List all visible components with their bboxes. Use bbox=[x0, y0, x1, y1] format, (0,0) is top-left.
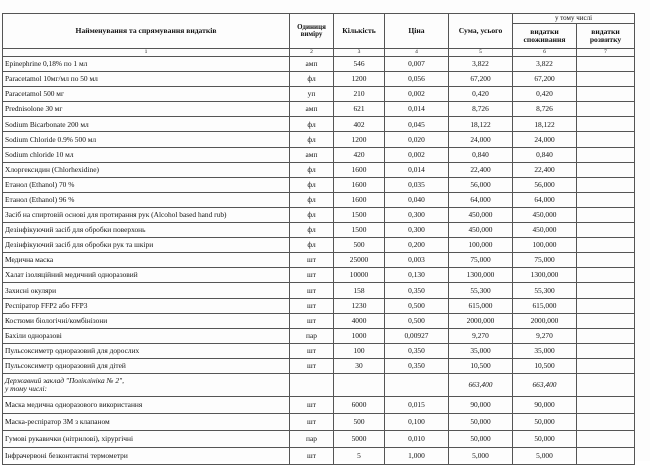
row-development bbox=[577, 238, 635, 253]
table-row bbox=[3, 162, 635, 177]
row-consumption: 67,200 bbox=[513, 72, 577, 87]
header-name: Найменування та спрямування видатків bbox=[3, 14, 290, 49]
row-unit: шт bbox=[290, 358, 334, 373]
row-price: 0,045 bbox=[385, 117, 449, 132]
row-development bbox=[577, 177, 635, 192]
row-price: 0,300 bbox=[385, 207, 449, 222]
col-num: 6 bbox=[513, 49, 577, 57]
table-row bbox=[3, 207, 635, 222]
col-num: 2 bbox=[290, 49, 334, 57]
row-development bbox=[577, 223, 635, 238]
row-price: 0,500 bbox=[385, 313, 449, 328]
col-num: 3 bbox=[334, 49, 385, 57]
row-qty: 1500 bbox=[334, 207, 385, 222]
row-unit: уп bbox=[290, 87, 334, 102]
row-sum: 615,000 bbox=[449, 298, 513, 313]
row-unit: фл bbox=[290, 132, 334, 147]
row-consumption: 75,000 bbox=[513, 253, 577, 268]
row-qty: 25000 bbox=[334, 253, 385, 268]
row-consumption: 56,000 bbox=[513, 177, 577, 192]
table-row bbox=[3, 268, 635, 283]
row-qty: 621 bbox=[334, 102, 385, 117]
row-qty: 500 bbox=[334, 238, 385, 253]
row-price: 0,350 bbox=[385, 343, 449, 358]
header-unit: Одиниця виміру bbox=[290, 14, 334, 49]
row-consumption: 1300,000 bbox=[513, 268, 577, 283]
row-sum: 55,300 bbox=[449, 283, 513, 298]
row-development bbox=[577, 253, 635, 268]
row-qty: 420 bbox=[334, 147, 385, 162]
row-name: Медична маска bbox=[3, 253, 290, 268]
row-consumption: 0,420 bbox=[513, 87, 577, 102]
row-qty: 1230 bbox=[334, 298, 385, 313]
row-sum: 1300,000 bbox=[449, 268, 513, 283]
row-price: 0,020 bbox=[385, 132, 449, 147]
row-name: Інфрачервоні безконтактні термометри bbox=[3, 447, 290, 464]
row-consumption: 615,000 bbox=[513, 298, 577, 313]
row-price: 0,350 bbox=[385, 283, 449, 298]
table-row bbox=[3, 298, 635, 313]
row-name: Prednisolone 30 мг bbox=[3, 102, 290, 117]
row-name: Халат ізоляційний медичний одноразовий bbox=[3, 268, 290, 283]
row-sum: 35,000 bbox=[449, 343, 513, 358]
row-consumption: 18,122 bbox=[513, 117, 577, 132]
row-consumption: 24,000 bbox=[513, 132, 577, 147]
row-development bbox=[577, 328, 635, 343]
row-name: Paracetamol 10мг/мл по 50 мл bbox=[3, 72, 290, 87]
row-development bbox=[577, 117, 635, 132]
row-development bbox=[577, 298, 635, 313]
row-name: Пульсоксиметр одноразовий для дорослих bbox=[3, 343, 290, 358]
row-name: Гумові рукавички (нітрилові), хірургічні bbox=[3, 430, 290, 447]
row-development bbox=[577, 447, 635, 464]
row-price: 0,200 bbox=[385, 238, 449, 253]
table-row bbox=[3, 87, 635, 102]
row-price: 0,035 bbox=[385, 177, 449, 192]
row-sum: 9,270 bbox=[449, 328, 513, 343]
row-development bbox=[577, 132, 635, 147]
row-qty: 402 bbox=[334, 117, 385, 132]
row-unit: фл bbox=[290, 207, 334, 222]
row-unit: фл bbox=[290, 162, 334, 177]
row-qty: 4000 bbox=[334, 313, 385, 328]
row-sum: 50,000 bbox=[449, 430, 513, 447]
row-development bbox=[577, 343, 635, 358]
row-unit: шт bbox=[290, 396, 334, 413]
table-row bbox=[3, 396, 635, 413]
row-name: Хлоргексидин (Chlorhexidine) bbox=[3, 162, 290, 177]
row-unit: шт bbox=[290, 447, 334, 464]
row-name: Sodium Bicarbonate 200 мл bbox=[3, 117, 290, 132]
row-name: Захисні окуляри bbox=[3, 283, 290, 298]
row-unit: амп bbox=[290, 147, 334, 162]
table-row bbox=[3, 313, 635, 328]
row-qty: 500 bbox=[334, 413, 385, 430]
row-qty: 1600 bbox=[334, 177, 385, 192]
row-unit: шт bbox=[290, 283, 334, 298]
row-consumption: 9,270 bbox=[513, 328, 577, 343]
row-qty: 30 bbox=[334, 358, 385, 373]
row-name: Бахіли одноразові bbox=[3, 328, 290, 343]
row-development bbox=[577, 430, 635, 447]
row-unit: фл bbox=[290, 72, 334, 87]
budget-table bbox=[2, 13, 635, 465]
row-unit: фл bbox=[290, 177, 334, 192]
row-qty: 546 bbox=[334, 57, 385, 72]
row-qty: 210 bbox=[334, 87, 385, 102]
row-consumption: 35,000 bbox=[513, 343, 577, 358]
row-unit: амп bbox=[290, 102, 334, 117]
row-sum: 3,822 bbox=[449, 57, 513, 72]
row-development bbox=[577, 102, 635, 117]
row-unit: фл bbox=[290, 223, 334, 238]
table-row bbox=[3, 283, 635, 298]
row-name: Sodium chloride 10 мл bbox=[3, 147, 290, 162]
row-qty: 1200 bbox=[334, 72, 385, 87]
row-development bbox=[577, 313, 635, 328]
row-sum: 0,840 bbox=[449, 147, 513, 162]
row-name: Paracetamol 500 мг bbox=[3, 87, 290, 102]
row-price: 0,100 bbox=[385, 413, 449, 430]
row-price: 0,056 bbox=[385, 72, 449, 87]
row-name: Етанол (Ethanol) 70 % bbox=[3, 177, 290, 192]
row-development bbox=[577, 57, 635, 72]
row-name: Дезінфікуючий засіб для обробки рук та шкіри bbox=[3, 238, 290, 253]
table-row bbox=[3, 102, 635, 117]
row-development bbox=[577, 162, 635, 177]
row-name: Респіратор FFP2 або FFP3 bbox=[3, 298, 290, 313]
row-consumption: 50,000 bbox=[513, 413, 577, 430]
row-development bbox=[577, 72, 635, 87]
row-price: 0,130 bbox=[385, 268, 449, 283]
row-development bbox=[577, 147, 635, 162]
table-row bbox=[3, 238, 635, 253]
row-unit: шт bbox=[290, 413, 334, 430]
row-consumption: 2000,000 bbox=[513, 313, 577, 328]
row-sum: 18,122 bbox=[449, 117, 513, 132]
row-qty: 1000 bbox=[334, 328, 385, 343]
row-price: 0,003 bbox=[385, 253, 449, 268]
table-row bbox=[3, 413, 635, 430]
subsection-items-body bbox=[3, 396, 635, 464]
table-row bbox=[3, 147, 635, 162]
row-price: 0,300 bbox=[385, 223, 449, 238]
row-price: 0,002 bbox=[385, 147, 449, 162]
items-body bbox=[3, 57, 635, 374]
row-sum: 50,000 bbox=[449, 413, 513, 430]
row-price: 0,014 bbox=[385, 102, 449, 117]
row-development bbox=[577, 192, 635, 207]
table-row bbox=[3, 253, 635, 268]
row-development bbox=[577, 87, 635, 102]
row-consumption: 8,726 bbox=[513, 102, 577, 117]
row-name: Костюми біологічні/комбінізони bbox=[3, 313, 290, 328]
row-consumption: 50,000 bbox=[513, 430, 577, 447]
row-unit: шт bbox=[290, 313, 334, 328]
row-name: Маска-респіратор 3М з клапаном bbox=[3, 413, 290, 430]
row-sum: 56,000 bbox=[449, 177, 513, 192]
row-sum: 100,000 bbox=[449, 238, 513, 253]
table-row bbox=[3, 358, 635, 373]
table-row bbox=[3, 57, 635, 72]
row-qty: 1600 bbox=[334, 162, 385, 177]
header-incl: у тому числі bbox=[513, 14, 635, 24]
header-consumption: видатки споживання bbox=[513, 24, 577, 49]
row-sum: 67,200 bbox=[449, 72, 513, 87]
row-consumption: 55,300 bbox=[513, 283, 577, 298]
row-consumption: 64,000 bbox=[513, 192, 577, 207]
row-name: Маска медична одноразового використання bbox=[3, 396, 290, 413]
row-consumption: 90,000 bbox=[513, 396, 577, 413]
row-sum: 24,000 bbox=[449, 132, 513, 147]
row-unit: шт bbox=[290, 343, 334, 358]
row-consumption: 663,400 bbox=[513, 373, 577, 396]
table-row bbox=[3, 447, 635, 464]
row-consumption: 450,000 bbox=[513, 207, 577, 222]
row-consumption: 450,000 bbox=[513, 223, 577, 238]
row-price: 0,010 bbox=[385, 430, 449, 447]
row-consumption: 10,500 bbox=[513, 358, 577, 373]
row-sum: 75,000 bbox=[449, 253, 513, 268]
table-row bbox=[3, 328, 635, 343]
row-name: Пульсоксиметр одноразовий для дітей bbox=[3, 358, 290, 373]
row-name: Epinephrine 0,18% по 1 мл bbox=[3, 57, 290, 72]
row-consumption: 0,840 bbox=[513, 147, 577, 162]
row-consumption: 22,400 bbox=[513, 162, 577, 177]
row-unit: шт bbox=[290, 253, 334, 268]
header-qty: Кількість bbox=[334, 14, 385, 49]
row-qty: 1200 bbox=[334, 132, 385, 147]
row-price: 1,000 bbox=[385, 447, 449, 464]
row-unit: фл bbox=[290, 238, 334, 253]
table-row bbox=[3, 192, 635, 207]
row-consumption: 100,000 bbox=[513, 238, 577, 253]
row-price: 0,00927 bbox=[385, 328, 449, 343]
row-name: Sodium Chloride 0.9% 500 мл bbox=[3, 132, 290, 147]
row-price: 0,014 bbox=[385, 162, 449, 177]
row-name: Засіб на спиртовій основі для протирання рук (Alcohol based hand rub) bbox=[3, 207, 290, 222]
row-development bbox=[577, 358, 635, 373]
row-qty: 6000 bbox=[334, 396, 385, 413]
table-row bbox=[3, 132, 635, 147]
row-qty: 1500 bbox=[334, 223, 385, 238]
row-sum: 10,500 bbox=[449, 358, 513, 373]
row-name bbox=[3, 373, 290, 396]
row-qty: 5 bbox=[334, 447, 385, 464]
row-price: 0,007 bbox=[385, 57, 449, 72]
row-price: 0,040 bbox=[385, 192, 449, 207]
row-sum: 22,400 bbox=[449, 162, 513, 177]
row-sum: 450,000 bbox=[449, 207, 513, 222]
header-price: Ціна bbox=[385, 14, 449, 49]
row-development bbox=[577, 413, 635, 430]
row-sum: 2000,000 bbox=[449, 313, 513, 328]
row-name: Дезінфікуючий засіб для обробки поверхонь bbox=[3, 223, 290, 238]
table-row bbox=[3, 177, 635, 192]
row-price: 0,350 bbox=[385, 358, 449, 373]
row-development bbox=[577, 268, 635, 283]
row-qty: 158 bbox=[334, 283, 385, 298]
row-sum: 450,000 bbox=[449, 223, 513, 238]
row-consumption: 5,000 bbox=[513, 447, 577, 464]
table-row-subsection bbox=[3, 373, 635, 396]
row-price: 0,002 bbox=[385, 87, 449, 102]
subhead-line1: Державний заклад "Поліклініка № 2", bbox=[5, 376, 124, 386]
row-price: 0,500 bbox=[385, 298, 449, 313]
col-num: 4 bbox=[385, 49, 449, 57]
table-row bbox=[3, 343, 635, 358]
row-development bbox=[577, 396, 635, 413]
table-row bbox=[3, 117, 635, 132]
row-unit: пар bbox=[290, 430, 334, 447]
row-qty: 10000 bbox=[334, 268, 385, 283]
row-unit: пар bbox=[290, 328, 334, 343]
subsection-body bbox=[3, 373, 635, 396]
row-sum: 90,000 bbox=[449, 396, 513, 413]
subhead-line2: у тому числі: bbox=[5, 383, 47, 393]
row-name: Етанол (Ethanol) 96 % bbox=[3, 192, 290, 207]
table-row bbox=[3, 430, 635, 447]
row-price: 0,015 bbox=[385, 396, 449, 413]
column-number-row bbox=[3, 49, 635, 57]
col-num: 5 bbox=[449, 49, 513, 57]
table-row bbox=[3, 72, 635, 87]
table-row bbox=[3, 223, 635, 238]
row-sum: 0,420 bbox=[449, 87, 513, 102]
col-num: 7 bbox=[577, 49, 635, 57]
row-sum: 8,726 bbox=[449, 102, 513, 117]
header-development: видатки розвитку bbox=[577, 24, 635, 49]
row-development bbox=[577, 207, 635, 222]
row-sum: 663,400 bbox=[449, 373, 513, 396]
row-qty: 5000 bbox=[334, 430, 385, 447]
row-sum: 64,000 bbox=[449, 192, 513, 207]
row-unit: фл bbox=[290, 117, 334, 132]
row-sum: 5,000 bbox=[449, 447, 513, 464]
row-unit: шт bbox=[290, 298, 334, 313]
row-unit: фл bbox=[290, 192, 334, 207]
row-consumption: 3,822 bbox=[513, 57, 577, 72]
header-sum: Сума, усього bbox=[449, 14, 513, 49]
row-qty: 1600 bbox=[334, 192, 385, 207]
row-development bbox=[577, 283, 635, 298]
row-unit: амп bbox=[290, 57, 334, 72]
col-num: 1 bbox=[3, 49, 290, 57]
row-qty: 100 bbox=[334, 343, 385, 358]
row-unit: шт bbox=[290, 268, 334, 283]
